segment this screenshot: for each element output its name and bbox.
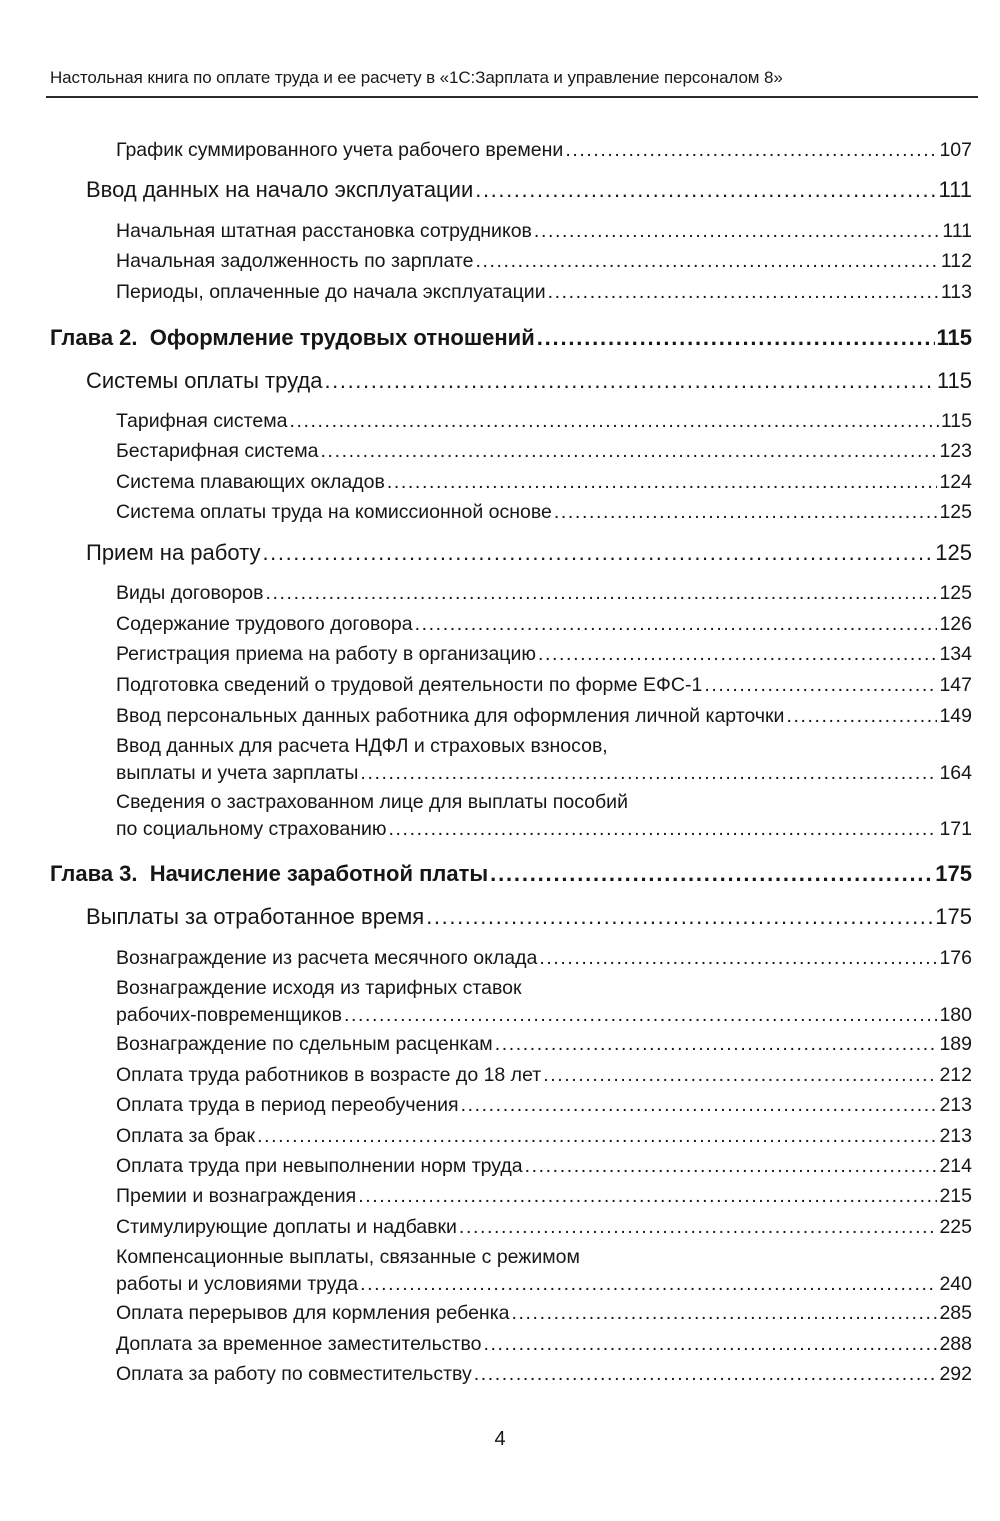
toc-entry-page: 240 — [939, 1273, 972, 1295]
toc-entry-page: 115 — [940, 410, 972, 432]
leader-dots — [257, 1125, 937, 1148]
toc-entry-title-line2: рабочих-повременщиков — [116, 1004, 342, 1026]
toc-section-page: 115 — [936, 368, 972, 393]
toc-entry — [116, 1216, 972, 1239]
leader-dots — [475, 250, 938, 273]
toc-entry — [116, 139, 972, 162]
toc-entry — [116, 1333, 972, 1356]
toc-entry-page: 213 — [939, 1125, 972, 1147]
toc-section — [86, 177, 972, 203]
toc-entry-page: 149 — [939, 705, 972, 727]
leader-dots — [360, 1273, 937, 1296]
toc-section — [86, 540, 972, 566]
leader-dots — [289, 410, 938, 433]
toc-entry-page: 213 — [939, 1094, 972, 1116]
toc-entry-title: Регистрация приема на работу в организацию — [116, 643, 536, 665]
toc-entry — [116, 410, 972, 433]
toc-entry — [116, 1302, 972, 1325]
toc-entry — [116, 1125, 972, 1148]
leader-dots — [534, 220, 940, 243]
toc-entry-page: 215 — [939, 1185, 972, 1207]
toc-entry-title: Оплата труда работников в возрасте до 18 лет — [116, 1064, 542, 1086]
toc-entry-title: Оплата за брак — [116, 1125, 256, 1147]
leader-dots — [459, 1216, 938, 1239]
toc-entry — [116, 674, 972, 697]
toc-entry — [116, 1185, 972, 1208]
toc-entry-title-line2: по социальному страхованию — [116, 818, 387, 840]
toc-section-page: 111 — [938, 177, 972, 202]
leader-dots — [426, 904, 933, 930]
toc-entry-page: 164 — [939, 762, 972, 784]
leader-dots — [324, 368, 934, 394]
toc-entry-title-line1: Ввод данных для расчета НДФЛ и страховых взносов, — [116, 735, 608, 757]
leader-dots — [262, 540, 933, 566]
toc-section — [86, 904, 972, 930]
toc-entry-page: 124 — [939, 471, 972, 493]
toc-entry-page: 147 — [939, 674, 972, 696]
leader-dots — [360, 762, 937, 785]
toc-entry-title: Тарифная система — [116, 410, 288, 432]
toc-entry-title: График суммированного учета рабочего времени — [116, 139, 564, 161]
running-header: Настольная книга по оплате труда и ее расчету в «1С:Зарплата и управление персоналом 8» — [50, 68, 783, 87]
toc-entry — [116, 501, 972, 524]
toc-chapter-page: 175 — [935, 861, 972, 886]
toc-entry-page: 288 — [939, 1333, 972, 1355]
leader-dots — [389, 818, 938, 841]
toc-entry-title: Вознаграждение из расчета месячного оклада — [116, 947, 538, 969]
toc-entry — [116, 1033, 972, 1056]
leader-dots — [554, 501, 938, 524]
leader-dots — [537, 325, 935, 351]
leader-dots — [786, 705, 937, 728]
toc-entry — [116, 582, 972, 605]
leader-dots — [415, 613, 938, 636]
toc-entry-title: Оплата перерывов для кормления ребенка — [116, 1302, 510, 1324]
toc-section — [86, 368, 972, 394]
leader-dots — [539, 947, 937, 970]
toc-entry-multiline — [116, 1246, 972, 1296]
leader-dots — [475, 177, 936, 203]
page-number: 4 — [494, 1428, 506, 1450]
toc-entry-page: 126 — [939, 613, 972, 635]
toc-entry-page: 171 — [939, 818, 972, 840]
toc-entry-title-line2: выплаты и учета зарплаты — [116, 762, 359, 784]
leader-dots — [321, 440, 938, 463]
leader-dots — [266, 582, 938, 605]
toc-entry — [116, 643, 972, 666]
toc-entry-page: 189 — [939, 1033, 972, 1055]
toc-entry-page: 212 — [939, 1064, 972, 1086]
toc-chapter-page: 115 — [936, 325, 972, 350]
toc-entry-title: Оплата труда при невыполнении норм труда — [116, 1155, 523, 1177]
toc-section-page: 125 — [935, 540, 972, 565]
toc-entry — [116, 1064, 972, 1087]
toc-entry-multiline — [116, 791, 972, 841]
toc-entry-title: Бестарифная система — [116, 440, 319, 462]
toc-entry-page: 112 — [940, 250, 972, 272]
toc-entry-page: 125 — [939, 582, 972, 604]
toc-entry-title: Начальная штатная расстановка сотрудников — [116, 220, 532, 242]
toc-entry-page: 107 — [939, 139, 972, 161]
toc-entry-title-line1: Сведения о застрахованном лице для выплаты пособий — [116, 791, 628, 813]
leader-dots — [483, 1333, 937, 1356]
toc-entry-title-line2: работы и условиями труда — [116, 1273, 359, 1295]
toc-entry-multiline — [116, 735, 972, 785]
toc-section-title: Системы оплаты труда — [86, 368, 323, 393]
toc-section-title: Прием на работу — [86, 540, 261, 565]
leader-dots — [512, 1302, 938, 1325]
toc-entry-title: Оплата труда в период переобучения — [116, 1094, 459, 1116]
leader-dots — [495, 1033, 938, 1056]
toc-chapter — [50, 861, 972, 887]
toc-entry-title: Вознаграждение по сдельным расценкам — [116, 1033, 493, 1055]
toc-chapter-title: Глава 2. Оформление трудовых отношений — [50, 325, 535, 350]
leader-dots — [474, 1363, 938, 1386]
leader-dots — [387, 471, 938, 494]
toc-entry-page: 292 — [939, 1363, 972, 1385]
leader-dots — [461, 1094, 938, 1117]
leader-dots — [525, 1155, 938, 1178]
toc-entry-page: 134 — [939, 643, 972, 665]
toc-entry-title: Начальная задолженность по зарплате — [116, 250, 474, 272]
toc-entry-multiline — [116, 977, 972, 1027]
toc-entry-title-line1: Вознаграждение исходя из тарифных ставок — [116, 977, 522, 999]
toc-entry — [116, 1094, 972, 1117]
toc-chapter — [50, 325, 972, 351]
toc-section-title: Ввод данных на начало эксплуатации — [86, 177, 474, 202]
toc-entry-title: Содержание трудового договора — [116, 613, 413, 635]
toc-entry-page: 125 — [939, 501, 972, 523]
toc-entry — [116, 220, 972, 243]
toc-entry — [116, 250, 972, 273]
toc-entry — [116, 471, 972, 494]
toc-entry-title: Периоды, оплаченные до начала эксплуатации — [116, 281, 546, 303]
toc-entry — [116, 1363, 972, 1386]
leader-dots — [358, 1185, 937, 1208]
toc-entry-title: Система оплаты труда на комиссионной основе — [116, 501, 552, 523]
toc-entry-page: 180 — [939, 1004, 972, 1026]
toc-entry — [116, 1155, 972, 1178]
toc-entry-page: 123 — [939, 440, 972, 462]
toc-entry — [116, 281, 972, 304]
leader-dots — [490, 861, 933, 887]
toc-entry-title: Доплата за временное заместительство — [116, 1333, 482, 1355]
leader-dots — [704, 674, 937, 697]
leader-dots — [548, 281, 939, 304]
toc-entry — [116, 705, 972, 728]
toc-entry-page: 225 — [939, 1216, 972, 1238]
toc-entry-title: Стимулирующие доплаты и надбавки — [116, 1216, 457, 1238]
toc-entry-title: Виды договоров — [116, 582, 264, 604]
toc-entry — [116, 613, 972, 636]
toc-section-page: 175 — [935, 904, 972, 929]
toc-entry — [116, 440, 972, 463]
toc-entry-page: 214 — [939, 1155, 972, 1177]
toc-entry-page: 285 — [939, 1302, 972, 1324]
toc-entry-page: 113 — [940, 281, 972, 303]
toc-section-title: Выплаты за отработанное время — [86, 904, 425, 929]
toc-entry — [116, 947, 972, 970]
toc-entry-title: Оплата за работу по совместительству — [116, 1363, 472, 1385]
toc-chapter-title: Глава 3. Начисление заработной платы — [50, 861, 489, 886]
toc-entry-title-line1: Компенсационные выплаты, связанные с режимом — [116, 1246, 580, 1268]
leader-dots — [543, 1064, 937, 1087]
leader-dots — [565, 139, 937, 162]
leader-dots — [344, 1004, 938, 1027]
toc-entry-title: Система плавающих окладов — [116, 471, 385, 493]
toc-entry-page: 111 — [942, 220, 972, 242]
toc-entry-title: Премии и вознаграждения — [116, 1185, 357, 1207]
leader-dots — [538, 643, 937, 666]
toc-entry-title: Подготовка сведений о трудовой деятельности по форме ЕФС-1 — [116, 674, 703, 696]
toc-entry-page: 176 — [939, 947, 972, 969]
toc-entry-title: Ввод персональных данных работника для оформления личной карточки — [116, 705, 785, 727]
